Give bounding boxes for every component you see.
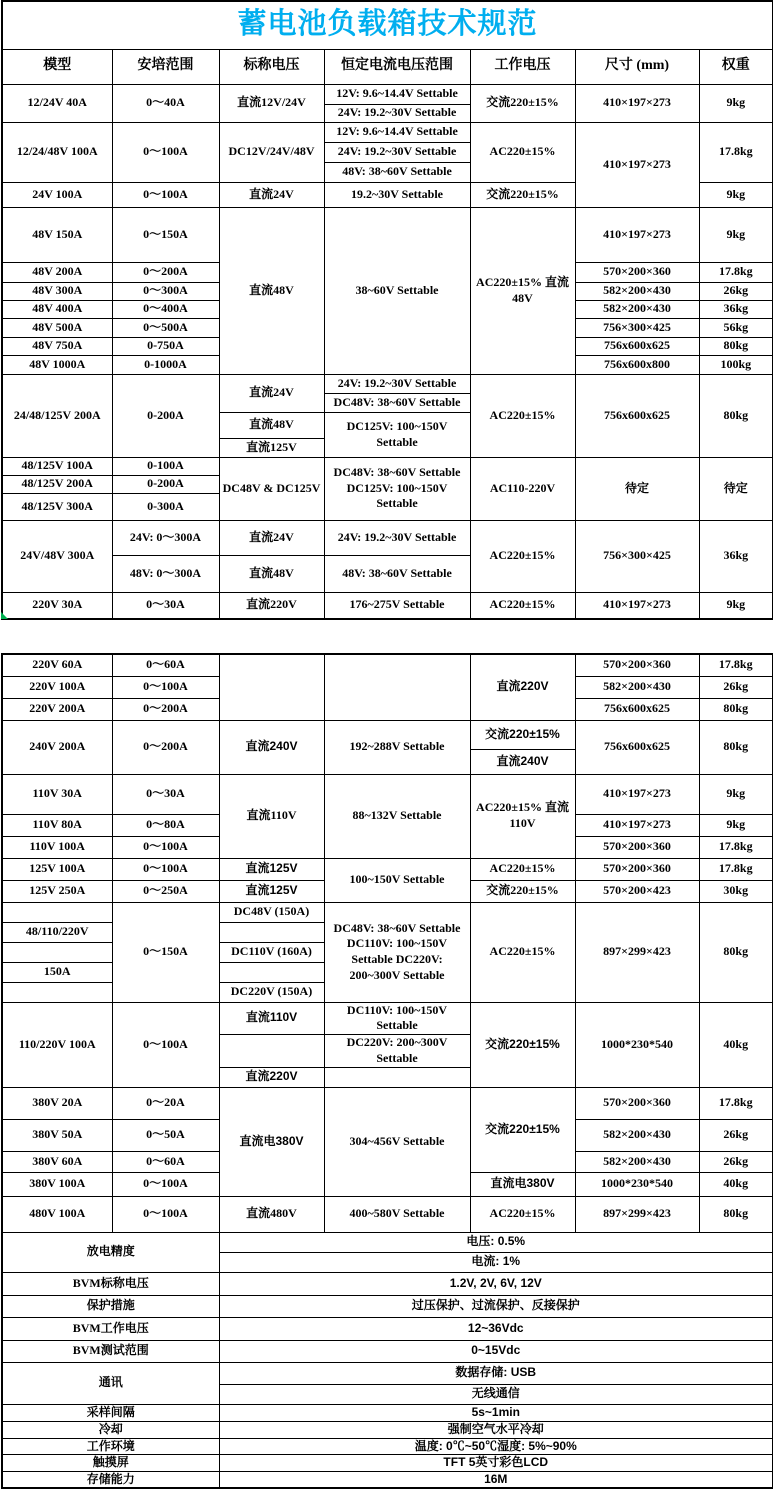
table-cell: 交流220±15% <box>470 1002 575 1087</box>
table-cell: DC110V: 100~150V Settable <box>324 1002 470 1034</box>
table-cell: 9kg <box>699 814 773 836</box>
table-cell: 17.8kg <box>699 122 773 182</box>
table-cell: 12/24V 40A <box>2 84 112 122</box>
table-cell: DC125V: 100~150V Settable <box>324 412 470 457</box>
table-cell: 380V 20A <box>2 1087 112 1119</box>
table-cell: 80kg <box>699 902 773 1002</box>
header-dimensions: 尺寸 (mm) <box>575 49 699 84</box>
table-cell: 24V 100A <box>2 182 112 207</box>
table-cell: 0-200A <box>112 374 219 457</box>
table-cell: 直流125V <box>219 438 324 457</box>
table-cell: 12~36Vdc <box>219 1317 773 1340</box>
table-row <box>2 122 773 142</box>
table-cell: 直流48V <box>219 412 324 438</box>
table-row <box>2 1196 773 1232</box>
table-cell <box>324 1067 470 1087</box>
table-cell: 0～200A <box>112 720 219 774</box>
table-cell: 24V: 19.2~30V Settable <box>324 520 470 555</box>
table-cell: 直流48V <box>219 207 324 374</box>
table-cell: 400~580V Settable <box>324 1196 470 1232</box>
table-cell: 110/220V 100A <box>2 1002 112 1087</box>
table-row <box>2 902 773 922</box>
table-cell: 48V: 38~60V Settable <box>324 555 470 592</box>
table-row <box>2 1 773 49</box>
table-cell: 待定 <box>699 457 773 520</box>
table-row <box>2 592 773 619</box>
table-cell: 直流12V/24V <box>219 84 324 122</box>
table-cell: DC48V: 38~60V Settable DC110V: 100~150V Settable DC220V: 200~300V Settable <box>324 902 470 1002</box>
table-row <box>2 1232 773 1252</box>
table-cell: 582×200×430 <box>575 676 699 698</box>
table-row <box>2 1317 773 1340</box>
table-cell: 125V 100A <box>2 858 112 880</box>
table-cell: 电压: 0.5% <box>219 1232 773 1252</box>
table-cell: 756×300×425 <box>575 318 699 337</box>
table-cell: AC220±15% <box>470 858 575 880</box>
table-cell: 9kg <box>699 84 773 122</box>
table-cell: AC220±15% 直流48V <box>470 207 575 374</box>
table-cell: 17.8kg <box>699 262 773 282</box>
table-cell: 48/125V 300A <box>2 493 112 520</box>
header-weight: 权重 <box>699 49 773 84</box>
table-cell: 放电精度 <box>2 1232 219 1272</box>
table-cell: 192~288V Settable <box>324 720 470 774</box>
table-row <box>2 1438 773 1455</box>
table-cell: 80kg <box>699 1196 773 1232</box>
table-cell: 交流220±15% <box>470 182 575 207</box>
table-cell: 0～20A <box>112 1087 219 1119</box>
table-cell: 125V 250A <box>2 880 112 902</box>
table-cell: 强制空气水平冷却 <box>219 1421 773 1438</box>
table-row <box>2 1002 773 1034</box>
table-cell: 220V 60A <box>2 654 112 676</box>
table-cell: 410×197×273 <box>575 84 699 122</box>
table-cell: 直流24V <box>219 520 324 555</box>
table-row <box>2 720 773 749</box>
table-cell: 0～100A <box>112 1172 219 1196</box>
table-cell: BVM工作电压 <box>2 1317 219 1340</box>
table-cell: 570×200×423 <box>575 880 699 902</box>
table-cell: 380V 50A <box>2 1119 112 1151</box>
header-constant-current-voltage-range: 恒定电流电压范围 <box>324 49 470 84</box>
table-cell: 36kg <box>699 520 773 592</box>
table-cell: BVM测试范围 <box>2 1340 219 1362</box>
table-cell: DC220V (150A) <box>219 982 324 1002</box>
table-cell: 756x600x625 <box>575 720 699 774</box>
table-cell: 电流: 1% <box>219 1252 773 1272</box>
table-cell: 直流110V <box>219 1002 324 1034</box>
table-cell: 12/24/48V 100A <box>2 122 112 182</box>
table-row <box>2 520 773 555</box>
table-cell: 24V: 0～300A <box>112 520 219 555</box>
table-row <box>2 774 773 814</box>
table-cell: AC220±15% <box>470 520 575 592</box>
table-cell: 通讯 <box>2 1362 219 1404</box>
table-row <box>2 207 773 262</box>
table-cell: 直流电380V <box>470 1172 575 1196</box>
table-row <box>2 858 773 880</box>
table-row <box>2 457 773 475</box>
table-cell: 582×200×430 <box>575 1119 699 1151</box>
table-cell: 48V 500A <box>2 318 112 337</box>
table-cell: 570×200×360 <box>575 836 699 858</box>
table-cell: 直流24V <box>219 374 324 412</box>
table-cell: 17.8kg <box>699 654 773 676</box>
table-cell: 1.2V, 2V, 6V, 12V <box>219 1272 773 1295</box>
table-row <box>2 1404 773 1421</box>
table-cell: 48/110/220V <box>2 922 112 942</box>
table-cell: 897×299×423 <box>575 1196 699 1232</box>
table-cell: 150A <box>2 962 112 982</box>
table-cell: 交流220±15% <box>470 720 575 749</box>
table-cell: 48V 300A <box>2 282 112 300</box>
table-cell: 570×200×360 <box>575 858 699 880</box>
table-cell: 30kg <box>699 880 773 902</box>
table-cell: 温度: 0℃~50℃湿度: 5%~90% <box>219 1438 773 1455</box>
table-cell <box>219 1034 324 1067</box>
table-row <box>2 49 773 84</box>
table-cell <box>2 942 112 962</box>
table-cell: 220V 100A <box>2 676 112 698</box>
table-cell: 直流240V <box>470 749 575 774</box>
table-cell: 26kg <box>699 1151 773 1172</box>
table-cell: 304~456V Settable <box>324 1087 470 1196</box>
battery-spec-table-upper <box>1 0 773 620</box>
table-row <box>2 84 773 104</box>
table-cell: 存储能力 <box>2 1471 219 1488</box>
table-cell: 48V 200A <box>2 262 112 282</box>
table-cell: 380V 60A <box>2 1151 112 1172</box>
table-row <box>2 1087 773 1119</box>
table-cell: 0～50A <box>112 1119 219 1151</box>
table-cell: 48V: 38~60V Settable <box>324 162 470 182</box>
table-cell: 直流220V <box>470 654 575 720</box>
table-cell: 80kg <box>699 337 773 355</box>
table-cell: 80kg <box>699 720 773 774</box>
table-cell: 220V 30A <box>2 592 112 619</box>
table-cell: 26kg <box>699 1119 773 1151</box>
header-model: 模型 <box>2 49 112 84</box>
table-cell: 0-1000A <box>112 355 219 374</box>
table-cell: 工作环境 <box>2 1438 219 1455</box>
table-cell: AC220±15% <box>470 374 575 457</box>
table-row <box>2 374 773 393</box>
table-cell: 0～40A <box>112 84 219 122</box>
table-cell: AC220±15% <box>470 592 575 619</box>
table-cell: AC220±15% <box>470 1196 575 1232</box>
table-row <box>2 1471 773 1488</box>
table-cell: DC110V (160A) <box>219 942 324 962</box>
table-cell: 88~132V Settable <box>324 774 470 858</box>
table-cell: 直流480V <box>219 1196 324 1232</box>
table-cell: DC220V: 200~300V Settable <box>324 1034 470 1067</box>
table-cell: 直流125V <box>219 880 324 902</box>
table-cell: 0-300A <box>112 493 219 520</box>
table-cell: 38~60V Settable <box>324 207 470 374</box>
table-cell: 0～100A <box>112 858 219 880</box>
table-cell: 40kg <box>699 1172 773 1196</box>
table-cell: 16M <box>219 1471 773 1488</box>
table-cell: 24V/48V 300A <box>2 520 112 592</box>
table-cell: 直流110V <box>219 774 324 858</box>
table-cell: 12V: 9.6~14.4V Settable <box>324 122 470 142</box>
table-cell: 保护措施 <box>2 1295 219 1317</box>
table-cell: 40kg <box>699 1002 773 1087</box>
excel-corner-marker-icon <box>1 612 8 619</box>
table-cell: 756x600x625 <box>575 337 699 355</box>
table-cell: 240V 200A <box>2 720 112 774</box>
table-cell: 80kg <box>699 698 773 720</box>
table-cell: AC110-220V <box>470 457 575 520</box>
table-cell: TFT 5英寸彩色LCD <box>219 1455 773 1472</box>
table-cell: 0～300A <box>112 282 219 300</box>
table-cell: 9kg <box>699 182 773 207</box>
table-cell: 交流220±15% <box>470 84 575 122</box>
table-cell: 410×197×273 <box>575 774 699 814</box>
table-cell: 直流240V <box>219 720 324 774</box>
table-cell: 410×197×273 <box>575 207 699 262</box>
table-cell: 48V 750A <box>2 337 112 355</box>
table-cell: 0-750A <box>112 337 219 355</box>
table-cell: 交流220±15% <box>470 880 575 902</box>
table-cell: 24V: 19.2~30V Settable <box>324 104 470 122</box>
table-cell: 582×200×430 <box>575 282 699 300</box>
table-cell: 0～200A <box>112 262 219 282</box>
table-cell: DC48V: 38~60V Settable <box>324 393 470 412</box>
table-row <box>2 1340 773 1362</box>
table-cell: 756x600x800 <box>575 355 699 374</box>
battery-spec-table-lower <box>1 653 773 1489</box>
table-cell: 过压保护、过流保护、反接保护 <box>219 1295 773 1317</box>
table-row <box>2 1455 773 1472</box>
table-cell: 0～60A <box>112 654 219 676</box>
table-cell: 直流220V <box>219 592 324 619</box>
table-cell: 17.8kg <box>699 1087 773 1119</box>
table-cell: 无线通信 <box>219 1384 773 1404</box>
table-cell: 5s~1min <box>219 1404 773 1421</box>
table-cell: 交流220±15% <box>470 1087 575 1172</box>
table-cell: 0～400A <box>112 300 219 318</box>
table-cell: 直流电380V <box>219 1087 324 1196</box>
page-title: 蓄电池负载箱技术规范 <box>2 1 773 49</box>
table-cell: 26kg <box>699 282 773 300</box>
table-cell: 1000*230*540 <box>575 1172 699 1196</box>
table-cell: 410×197×273 <box>575 122 699 207</box>
table-cell: 110V 80A <box>2 814 112 836</box>
table-cell: 0-200A <box>112 475 219 493</box>
table-cell: 176~275V Settable <box>324 592 470 619</box>
table-cell: 0～100A <box>112 182 219 207</box>
table-cell: 570×200×360 <box>575 654 699 676</box>
table-cell: 12V: 9.6~14.4V Settable <box>324 84 470 104</box>
table-cell: 582×200×430 <box>575 300 699 318</box>
table-cell: 直流48V <box>219 555 324 592</box>
table-cell: 0～100A <box>112 1196 219 1232</box>
table-cell: DC48V & DC125V <box>219 457 324 520</box>
table-cell: 待定 <box>575 457 699 520</box>
header-working-voltage: 工作电压 <box>470 49 575 84</box>
table-cell: 17.8kg <box>699 858 773 880</box>
table-cell: 1000*230*540 <box>575 1002 699 1087</box>
table-cell: 9kg <box>699 207 773 262</box>
table-cell: 0～100A <box>112 1002 219 1087</box>
header-ampere-range: 安培范围 <box>112 49 219 84</box>
table-cell: 0～100A <box>112 122 219 182</box>
table-cell: 570×200×360 <box>575 1087 699 1119</box>
table-cell: 24V: 19.2~30V Settable <box>324 142 470 162</box>
table-cell: DC48V (150A) <box>219 902 324 922</box>
table-row <box>2 1295 773 1317</box>
table-cell: 48/125V 200A <box>2 475 112 493</box>
table-row <box>2 654 773 676</box>
header-nominal-voltage: 标称电压 <box>219 49 324 84</box>
table-cell: 0~15Vdc <box>219 1340 773 1362</box>
table-cell: 24/48/125V 200A <box>2 374 112 457</box>
table-cell: 756x600x625 <box>575 374 699 457</box>
table-cell: 0～500A <box>112 318 219 337</box>
table-cell: 897×299×423 <box>575 902 699 1002</box>
table-cell: 48V 1000A <box>2 355 112 374</box>
table-cell: 0～60A <box>112 1151 219 1172</box>
table-cell: 110V 30A <box>2 774 112 814</box>
table-cell <box>219 962 324 982</box>
table-cell: 100~150V Settable <box>324 858 470 902</box>
table-cell: 0～150A <box>112 902 219 1002</box>
table-cell: 48V 400A <box>2 300 112 318</box>
table-cell <box>2 902 112 922</box>
table-cell: 0～30A <box>112 774 219 814</box>
table-cell <box>2 982 112 1002</box>
table-cell: 冷却 <box>2 1421 219 1438</box>
table-cell <box>219 922 324 942</box>
table-cell: 9kg <box>699 592 773 619</box>
table-row <box>2 1272 773 1295</box>
table-cell: 48V 150A <box>2 207 112 262</box>
table-cell: AC220±15% 直流110V <box>470 774 575 858</box>
table-cell: 19.2~30V Settable <box>324 182 470 207</box>
table-cell: 56kg <box>699 318 773 337</box>
table-cell: 0～80A <box>112 814 219 836</box>
table-cell: 0～100A <box>112 836 219 858</box>
table-cell: 9kg <box>699 774 773 814</box>
table-cell: 直流24V <box>219 182 324 207</box>
table-cell <box>219 654 324 720</box>
table-cell: 48V: 0～300A <box>112 555 219 592</box>
table-cell: 570×200×360 <box>575 262 699 282</box>
table-cell: 0～150A <box>112 207 219 262</box>
table-cell: 0-100A <box>112 457 219 475</box>
table-row <box>2 1362 773 1384</box>
table-cell: 110V 100A <box>2 836 112 858</box>
table-cell: 直流125V <box>219 858 324 880</box>
table-cell: DC48V: 38~60V Settable DC125V: 100~150V Settable <box>324 457 470 520</box>
table-row <box>2 1421 773 1438</box>
table-cell: 756x600x625 <box>575 698 699 720</box>
table-cell: 410×197×273 <box>575 592 699 619</box>
table-cell: 直流220V <box>219 1067 324 1087</box>
table-cell: AC220±15% <box>470 902 575 1002</box>
table-cell: AC220±15% <box>470 122 575 182</box>
table-cell: 48/125V 100A <box>2 457 112 475</box>
table-cell <box>324 654 470 720</box>
table-cell: 采样间隔 <box>2 1404 219 1421</box>
table-cell: 0～250A <box>112 880 219 902</box>
table-cell: DC12V/24V/48V <box>219 122 324 182</box>
table-cell: 100kg <box>699 355 773 374</box>
table-cell: 24V: 19.2~30V Settable <box>324 374 470 393</box>
table-cell: 756×300×425 <box>575 520 699 592</box>
table-cell: 410×197×273 <box>575 814 699 836</box>
table-cell: 0～30A <box>112 592 219 619</box>
table-cell: BVM标称电压 <box>2 1272 219 1295</box>
table-cell: 36kg <box>699 300 773 318</box>
table-cell: 17.8kg <box>699 836 773 858</box>
table-cell: 0～100A <box>112 676 219 698</box>
table-cell: 触摸屏 <box>2 1455 219 1472</box>
table-cell: 数据存储: USB <box>219 1362 773 1384</box>
table-cell: 480V 100A <box>2 1196 112 1232</box>
table-cell: 380V 100A <box>2 1172 112 1196</box>
table-cell: 582×200×430 <box>575 1151 699 1172</box>
table-cell: 0～200A <box>112 698 219 720</box>
table-cell: 80kg <box>699 374 773 457</box>
table-cell: 220V 200A <box>2 698 112 720</box>
table-cell: 26kg <box>699 676 773 698</box>
